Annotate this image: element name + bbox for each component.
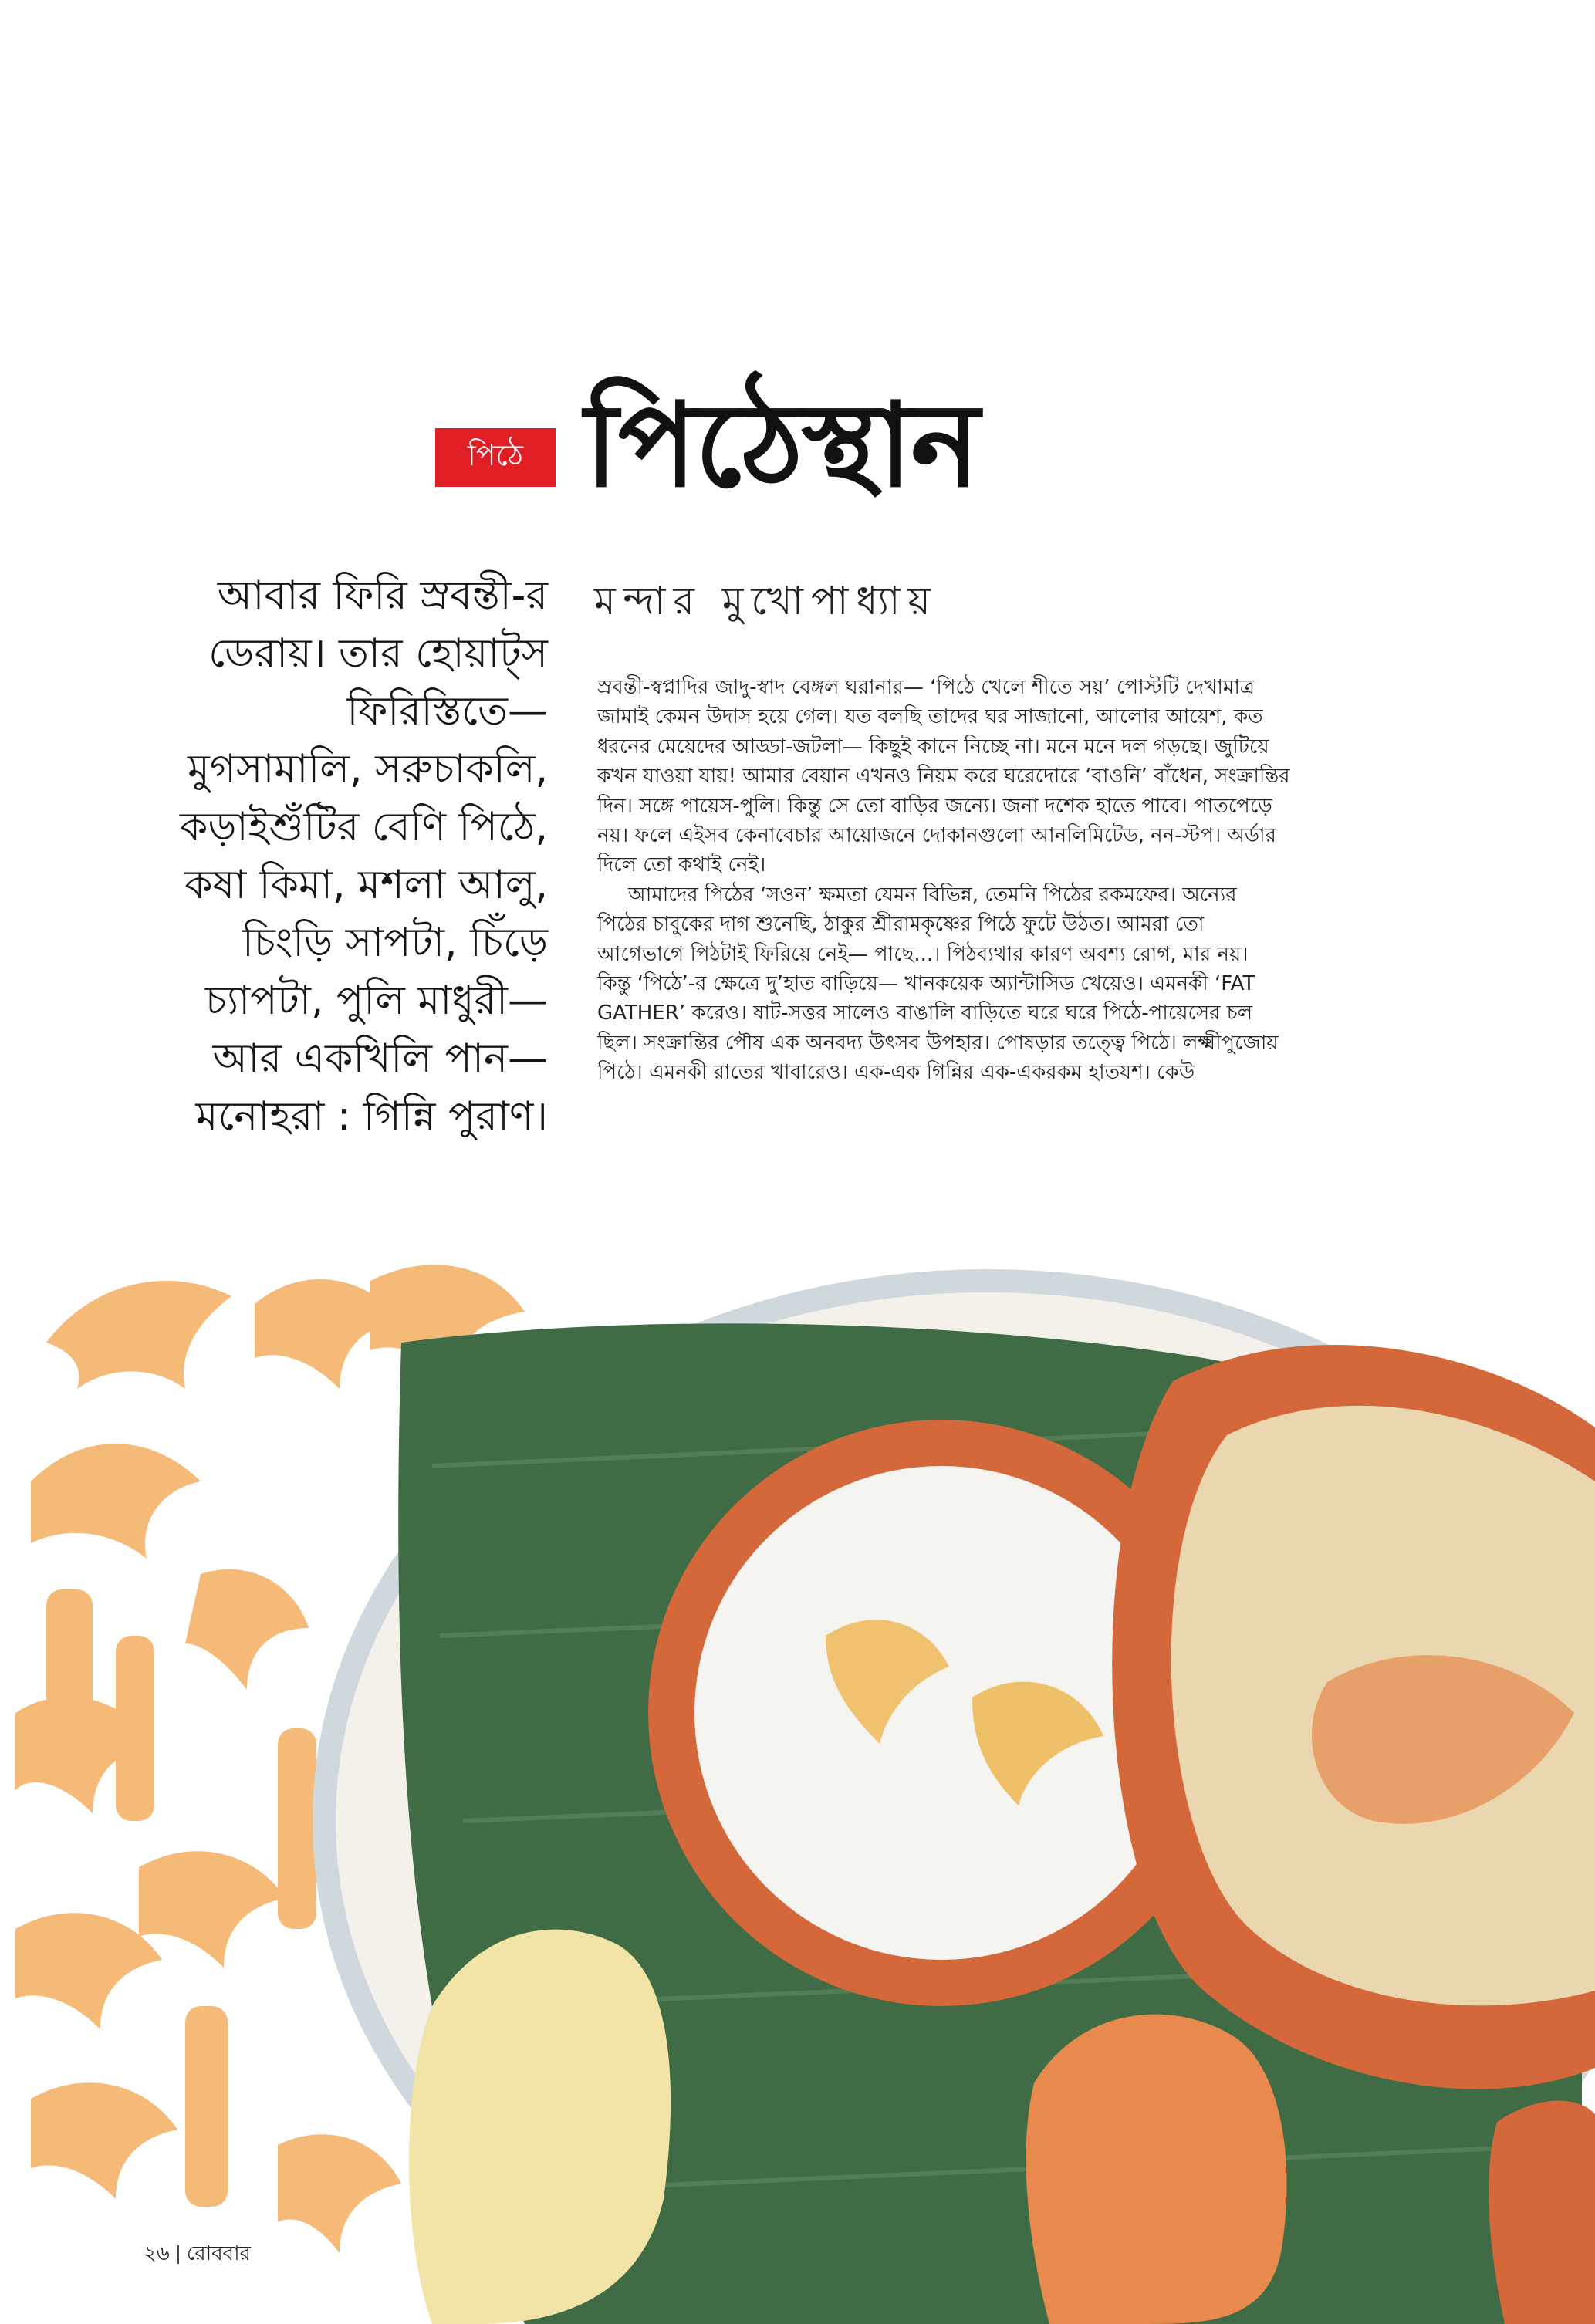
body-line: ছিল। সংক্রান্তির পৌষ এক অনবদ্য উৎসব উপহার। পোষড়ার তত্ত্বে পিঠে। লক্ষ্মীপুজোয় [597,1031,1279,1055]
deck-line: আবার ফিরি স্রবন্তী-র [217,573,548,619]
deck-line: কষা কিমা, মশলা আলু, [184,862,548,908]
body-line: স্রবন্তী-স্বপ্নাদির জাদু-স্বাদ বেঙ্গল ঘরানার— ‘পিঠে খেলে শীতে সয়’ পোস্টটি দেখামাত্র [597,676,1255,699]
body-line: আগেভাগে পিঠটাই ফিরিয়ে নেই— পাছে...। পিঠব্যথার কারণ অবশ্য রোগ, মার নয়। [597,942,1249,966]
body-line: কখন যাওয়া যায়! আমার বেয়ান এখনও নিয়ম করে ঘরেদোরে ‘বাওনি’ বাঁধেন, সংক্রান্তির [597,765,1290,789]
page-folio [144,2238,251,2272]
body-line: পিঠে। এমনকী রাতের খাবারেও। এক-এক গিন্নির এক-একরকম হাতযশ। কেউ [597,1061,1195,1085]
headline: পিঠেস্থান [585,379,978,513]
deck-line: মুগসামালি, সরুচাকলি, [188,746,548,792]
body-line: দিলে তো কথাই নেই। [597,853,766,877]
deck-line: মনোহরা : গিন্নি পুরাণ। [195,1093,548,1140]
section-tag: পিঠে [435,428,556,487]
magazine-name: রোববার [186,2242,251,2265]
deck-line: চিংড়ি সাপটা, চিঁড়ে [242,920,548,966]
body-line: ধরনের মেয়েদের আড্ডা-জটলা— কিছুই কানে নিচ্ছে না। মনে মনে দল গড়ছে। জুটিয়ে [597,735,1269,758]
fried-pitha [1026,2015,1287,2324]
body-line: নয়। ফলে এইসব কেনাবেচার আয়োজনে দোকানগুলো আনলিমিটেড, নন-স্টপ। অর্ডার [597,824,1276,848]
deck-line: চ্যাপটা, পুলি মাধুরী— [204,978,548,1024]
deck-line: আর একখিলি পান— [212,1035,548,1082]
article-body [597,673,1375,1088]
author-byline: মন্দার মুখোপাধ্যায় [594,579,938,623]
body-line: কিন্তু ‘পিঠে’-র ক্ষেত্রে দু’হাত বাড়িয়ে— খানকয়েক অ্যান্টাসিড খেয়েও। এমনকী ‘FAT [597,972,1255,996]
body-line: দিন। সঙ্গে পায়েস-পুলি। কিন্তু সে তো বাড়ির জন্যে। জনা দশেক হাতে পাবে। পাতপেড়ে [597,794,1272,818]
body-line: জামাই কেমন উদাস হয়ে গেল। যত বলছি তাদের ঘর সাজানো, আলোর আয়েশ, কত [597,705,1263,729]
body-line: পিঠের চাবুকের দাগ শুনেছি, ঠাকুর শ্রীরামকৃষ্ণের পিঠে ফুটে উঠত। আমরা তো [597,913,1205,937]
puli-pitha [409,1930,671,2324]
body-line: GATHER’ করেও। ষাট-সত্তর সালেও বাঙালি বাড়িতে ঘরে ঘরে পিঠে-পায়েসের চল [597,1002,1253,1025]
deck-line: ডেরায়। তার হোয়াট্‌স [208,630,548,677]
deck-line: ফিরিস্তিতে— [346,688,548,735]
deck-line: কড়াইশুঁটির বেণি পিঠে, [179,804,548,850]
folio-divider [177,2245,179,2264]
page-number: ২৬ [144,2242,170,2265]
deck-pullquote [139,567,548,1146]
body-line: আমাদের পিঠের ‘সওন’ ক্ষমতা যেমন বিভিন্ন, তেমনি পিঠের রকমফের। অন্যের [628,883,1237,907]
food-photo [0,1235,1595,2324]
